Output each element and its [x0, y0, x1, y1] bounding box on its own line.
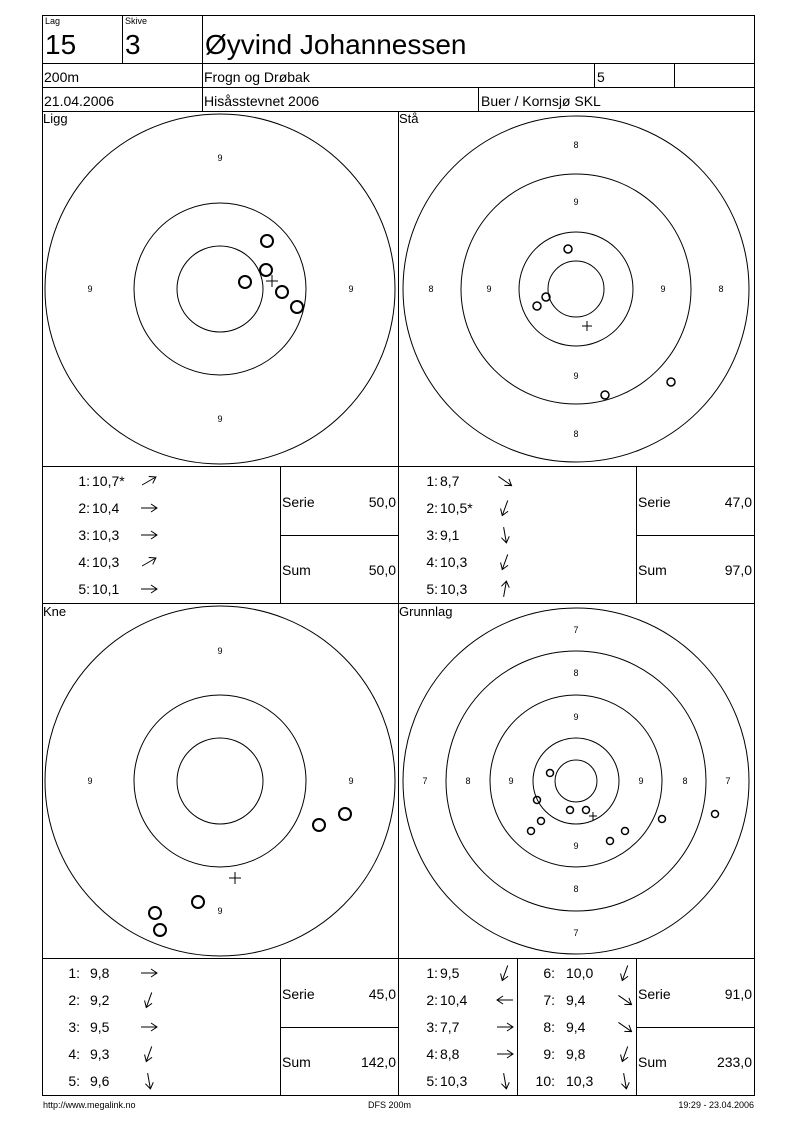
shot-direction-arrow-icon [138, 1070, 160, 1092]
shot-score: 10,1 [92, 581, 120, 597]
shot-hole [260, 264, 272, 276]
shot-direction-arrow-icon [494, 1016, 516, 1038]
shot-number: 4: [426, 1046, 438, 1062]
shot-number: 4: [426, 554, 438, 570]
serie-label: Serie [638, 494, 671, 510]
sum-value: 233,0 [716, 1054, 752, 1070]
club: Frogn og Drøbak [204, 69, 310, 85]
shot-score: 8,7 [440, 473, 460, 489]
ring [461, 174, 691, 404]
shot-number: 1: [426, 473, 438, 489]
shot-hole [261, 235, 273, 247]
shot-hole [291, 301, 303, 313]
shot-score: 9,4 [566, 1019, 586, 1035]
center-mark [582, 321, 592, 331]
shot-hole [567, 807, 574, 814]
shot-number: 7: [543, 992, 555, 1008]
ring-label: 8 [682, 776, 688, 786]
shot-number: 3: [426, 1019, 438, 1035]
shot-number: 1: [68, 965, 80, 981]
panel-title-sta: Stå [399, 111, 419, 126]
ring [134, 695, 306, 867]
shot-direction-arrow-icon [138, 470, 160, 492]
shot-number: 9: [543, 1046, 555, 1062]
ring-label: 9 [217, 646, 223, 656]
shot-direction-arrow-icon [138, 962, 160, 984]
distance: 200m [44, 69, 80, 85]
shot-hole [313, 819, 325, 831]
shot-number: 5: [78, 581, 90, 597]
ring-label: 8 [573, 884, 579, 894]
shot-direction-arrow-icon [138, 524, 160, 546]
ring-label: 9 [87, 284, 93, 294]
ring-label: 7 [725, 776, 731, 786]
shot-score: 10,3 [440, 581, 468, 597]
ring-label: 7 [573, 625, 579, 635]
shot-hole [528, 828, 535, 835]
ring [555, 760, 597, 802]
center-mark [266, 275, 278, 287]
shot-direction-arrow-icon [494, 989, 516, 1011]
shot-hole [667, 378, 675, 386]
sum-label: Sum [638, 1054, 667, 1070]
ring [45, 606, 395, 956]
ring [533, 738, 619, 824]
shot-number: 5: [68, 1073, 80, 1089]
sum-value: 142,0 [360, 1054, 396, 1070]
shot-direction-arrow-icon [614, 1070, 636, 1092]
shot-hole [149, 907, 161, 919]
ring-label: 9 [508, 776, 514, 786]
shot-hole [607, 838, 614, 845]
ring-label: 9 [348, 284, 354, 294]
ring-label: 9 [638, 776, 644, 786]
class: 5 [597, 69, 605, 85]
shot-score: 9,5 [440, 965, 460, 981]
shot-score: 10,4 [440, 992, 468, 1008]
shot-hole [154, 924, 166, 936]
shot-score: 10,3 [566, 1073, 594, 1089]
ring [403, 608, 749, 954]
shot-number: 2: [78, 500, 90, 516]
sum-label: Sum [638, 562, 667, 578]
ring-label: 9 [573, 712, 579, 722]
ring-label: 9 [87, 776, 93, 786]
organizer: Buer / Kornsjø SKL [481, 93, 601, 109]
shot-hole [239, 276, 251, 288]
shot-direction-arrow-icon [614, 962, 636, 984]
shot-score: 10,4 [92, 500, 120, 516]
shot-hole [659, 816, 666, 823]
shot-number: 2: [426, 992, 438, 1008]
shot-direction-arrow-icon [494, 962, 516, 984]
serie-value: 91,0 [724, 986, 752, 1002]
ring [177, 246, 263, 332]
target-grunnlag [403, 608, 749, 954]
shot-score: 10,3 [92, 554, 120, 570]
shot-score: 9,4 [566, 992, 586, 1008]
ring-label: 8 [718, 284, 724, 294]
footer-program: DFS 200m [368, 1100, 412, 1110]
shot-score: 9,6 [90, 1073, 110, 1089]
sum-label: Sum [282, 562, 311, 578]
shot-score: 10,3 [440, 554, 468, 570]
shot-hole [601, 391, 609, 399]
shot-direction-arrow-icon [138, 1016, 160, 1038]
ring [519, 232, 633, 346]
shot-number: 1: [426, 965, 438, 981]
ring-label: 7 [573, 928, 579, 938]
shot-hole [538, 818, 545, 825]
shot-direction-arrow-icon [614, 1043, 636, 1065]
event: Hisåsstevnet 2006 [204, 93, 320, 109]
shot-hole [712, 811, 719, 818]
panel-title-ligg: Ligg [43, 111, 68, 126]
shot-score: 8,8 [440, 1046, 460, 1062]
shot-number: 2: [426, 500, 438, 516]
ring-label: 9 [217, 906, 223, 916]
skive-label: Skive [125, 16, 148, 26]
target-ligg [45, 114, 395, 464]
shot-score: 9,3 [90, 1046, 110, 1062]
shot-direction-arrow-icon [138, 497, 160, 519]
shot-number: 3: [78, 527, 90, 543]
date: 21.04.2006 [44, 93, 115, 109]
shot-direction-arrow-icon [494, 470, 516, 492]
shot-score: 9,8 [90, 965, 110, 981]
footer-url: http://www.megalink.no [43, 1100, 136, 1110]
shot-hole [622, 828, 629, 835]
shot-hole [339, 808, 351, 820]
serie-value: 47,0 [724, 494, 752, 510]
shot-direction-arrow-icon [494, 497, 516, 519]
shot-direction-arrow-icon [614, 1016, 636, 1038]
shot-score: 10,0 [566, 965, 594, 981]
serie-value: 50,0 [368, 494, 396, 510]
shot-score: 9,5 [90, 1019, 110, 1035]
shot-direction-arrow-icon [138, 551, 160, 573]
panel-title-grunnlag: Grunnlag [399, 604, 453, 619]
shot-number: 8: [543, 1019, 555, 1035]
footer-printed: 19:29 - 23.04.2006 [678, 1100, 754, 1110]
shot-direction-arrow-icon [494, 524, 516, 546]
center-mark [229, 872, 241, 884]
shot-number: 2: [68, 992, 80, 1008]
serie-label: Serie [282, 494, 315, 510]
shot-direction-arrow-icon [494, 1043, 516, 1065]
serie-label: Serie [282, 986, 315, 1002]
ring [45, 114, 395, 464]
ring-label: 9 [217, 414, 223, 424]
ring-label: 8 [573, 429, 579, 439]
sum-label: Sum [282, 1054, 311, 1070]
ring-label: 9 [348, 776, 354, 786]
serie-value: 45,0 [368, 986, 396, 1002]
shot-score: 10,7* [92, 473, 125, 489]
ring-label: 8 [573, 668, 579, 678]
shot-number: 6: [543, 965, 555, 981]
shot-number: 10: [535, 1073, 555, 1089]
ring-label: 7 [422, 776, 428, 786]
shot-direction-arrow-icon [614, 989, 636, 1011]
shot-number: 5: [426, 581, 438, 597]
shot-direction-arrow-icon [494, 578, 516, 600]
ring [403, 116, 749, 462]
serie-label: Serie [638, 986, 671, 1002]
shot-direction-arrow-icon [138, 989, 160, 1011]
shot-score: 9,8 [566, 1046, 586, 1062]
lag-label: Lag [45, 16, 61, 26]
ring [548, 261, 604, 317]
shot-score: 9,2 [90, 992, 110, 1008]
ring-label: 9 [573, 841, 579, 851]
target-kne [45, 606, 395, 956]
shot-hole [192, 896, 204, 908]
ring-label: 9 [660, 284, 666, 294]
lag-value: 15 [45, 29, 77, 60]
shot-score: 10,3 [440, 1073, 468, 1089]
ring-label: 8 [573, 140, 579, 150]
ring-label: 9 [573, 371, 579, 381]
ring [177, 738, 263, 824]
shot-number: 1: [78, 473, 90, 489]
shot-number: 5: [426, 1073, 438, 1089]
shot-hole [564, 245, 572, 253]
ring-label: 9 [573, 197, 579, 207]
sum-value: 50,0 [368, 562, 396, 578]
shot-direction-arrow-icon [494, 1070, 516, 1092]
shot-direction-arrow-icon [138, 578, 160, 600]
shot-hole [547, 770, 554, 777]
ring-label: 9 [217, 153, 223, 163]
shot-score: 10,5* [440, 500, 473, 516]
target-sta [403, 116, 749, 462]
shot-direction-arrow-icon [138, 1043, 160, 1065]
shot-hole [276, 286, 288, 298]
ring [134, 203, 306, 375]
shot-score: 9,1 [440, 527, 460, 543]
shot-direction-arrow-icon [494, 551, 516, 573]
ring-label: 8 [428, 284, 434, 294]
skive-value: 3 [125, 29, 141, 60]
shot-number: 3: [68, 1019, 80, 1035]
ring-label: 9 [486, 284, 492, 294]
shot-hole [583, 807, 590, 814]
shot-number: 4: [68, 1046, 80, 1062]
ring [446, 651, 706, 911]
shot-number: 3: [426, 527, 438, 543]
shot-score: 7,7 [440, 1019, 460, 1035]
shot-number: 4: [78, 554, 90, 570]
shooter-name: Øyvind Johannessen [205, 29, 467, 60]
shot-hole [533, 302, 541, 310]
sum-value: 97,0 [724, 562, 752, 578]
shot-score: 10,3 [92, 527, 120, 543]
panel-title-kne: Kne [43, 604, 67, 619]
ring-label: 8 [465, 776, 471, 786]
